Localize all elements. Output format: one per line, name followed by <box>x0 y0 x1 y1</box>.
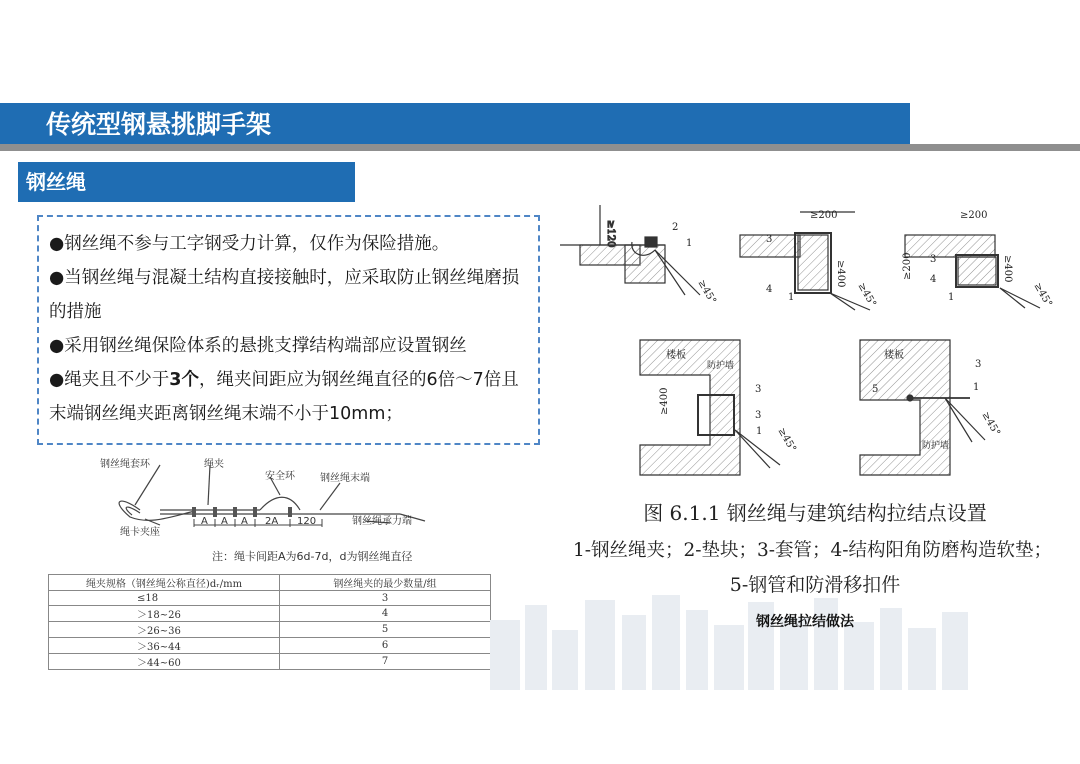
d1-angle: ≥45° <box>695 278 718 307</box>
d2-angle: ≥45° <box>855 281 878 310</box>
label-rope-end: 钢丝绳末端 <box>320 473 370 484</box>
table-header: 钢丝绳夹的最少数量/组 <box>280 575 491 591</box>
bullet-4-bold: 3个 <box>169 370 199 390</box>
d2-top: ≥200 <box>810 210 838 221</box>
d4-label-3a: 3 <box>755 384 762 395</box>
d3-dim: ≥400 <box>1002 255 1013 283</box>
table-row <box>49 638 491 654</box>
label-bearing-end: 钢丝绳承力端 <box>352 516 412 527</box>
dim-a3: A <box>241 516 248 527</box>
label-sleeve-ring: 钢丝绳套环 <box>100 459 150 470</box>
table-cell: 7 <box>280 654 491 670</box>
d4-dim: ≥400 <box>659 387 670 415</box>
bullet-box <box>37 215 540 445</box>
d3-dim2: ≥200 <box>902 252 913 280</box>
table-cell: 6 <box>280 638 491 654</box>
figure-legend-1: 1-钢丝绳夹；2-垫块；3-套管；4-结构阳角防磨构造软垫； <box>572 540 1053 561</box>
diagram-4 <box>640 340 798 475</box>
table-cell: 4 <box>280 606 491 622</box>
clamp-spec-table <box>48 574 491 670</box>
dim-2a: 2A <box>265 516 279 527</box>
bullet-4 <box>49 363 530 431</box>
d5-floor: 楼板 <box>884 350 904 361</box>
table-cell: ＞36~44 <box>49 638 280 654</box>
d3-label-3: 3 <box>930 254 937 265</box>
figure-caption: 图 6.1.1 钢丝绳与建筑结构拉结点设置 <box>643 501 987 525</box>
d1-label-2: 2 <box>672 222 679 233</box>
d4-label-3b: 3 <box>755 410 762 421</box>
figure-legend-2: 5-钢管和防滑移扣件 <box>729 574 901 596</box>
dim-a1: A <box>201 516 208 527</box>
bullet-4-prefix: ●绳夹且不少于 <box>49 370 170 390</box>
table-row <box>49 654 491 670</box>
label-safety-ring: 安全环 <box>265 471 295 482</box>
label-clamp: 绳夹 <box>204 459 224 470</box>
d1-label-1: 1 <box>686 238 693 249</box>
d3-top: ≥200 <box>960 210 988 221</box>
diagram-2 <box>740 210 878 310</box>
method-label: 钢丝绳拉结做法 <box>756 614 854 630</box>
d5-label-1: 1 <box>973 382 980 393</box>
d4-wall: 防护墙 <box>707 361 735 371</box>
bullet-3: ●采用钢丝绳保险体系的悬挑支撑结构端部应设置钢丝 <box>49 336 467 356</box>
bullet-4-suffix: ，绳夹间距应为钢丝绳直径的6倍～7倍且末端钢丝绳夹距离钢丝绳末端不小于10mm； <box>49 370 519 424</box>
d5-wall: 防护墙 <box>922 441 950 451</box>
d3-angle: ≥45° <box>1031 281 1054 310</box>
anchorage-diagrams <box>560 200 1075 490</box>
d4-floor: 楼板 <box>666 350 686 361</box>
table-header: 绳夹规格（钢丝绳公称直径)dᵣ/mm <box>49 575 280 591</box>
table-cell: ＞44~60 <box>49 654 280 670</box>
table-cell: 5 <box>280 622 491 638</box>
label-clip-seat: 绳卡夹座 <box>120 527 160 538</box>
d2-label-1: 1 <box>788 292 795 303</box>
d5-label-5: 5 <box>872 384 879 395</box>
title-divider <box>0 144 1080 151</box>
bullet-2: ●当钢丝绳与混凝土结构直接接触时，应采取防止钢丝绳磨损的措施 <box>49 268 520 322</box>
d5-label-3: 3 <box>975 359 982 370</box>
d3-label-4: 4 <box>930 274 937 285</box>
d5-angle: ≥45° <box>979 410 1002 439</box>
diagram-1 <box>560 205 718 306</box>
table-row <box>49 622 491 638</box>
d4-label-1: 1 <box>756 426 763 437</box>
d2-label-3: 3 <box>766 234 773 245</box>
dim-120: 120 <box>297 516 317 527</box>
diagram-5 <box>860 340 1002 475</box>
table-cell: ＞18~26 <box>49 606 280 622</box>
rope-note: 注：绳卡间距A为6d-7d，d为钢丝绳直径 <box>212 550 413 563</box>
table-row <box>49 591 491 606</box>
d2-dim: ≥400 <box>835 260 846 288</box>
table-header-row <box>49 575 491 591</box>
table-cell: ≤18 <box>49 591 280 606</box>
d4-angle: ≥45° <box>775 426 798 455</box>
table-cell: ＞26~36 <box>49 622 280 638</box>
page-title: 传统型钢悬挑脚手架 <box>0 103 910 147</box>
table-cell: 3 <box>280 591 491 606</box>
bullet-1: ●钢丝绳不参与工字钢受力计算，仅作为保险措施。 <box>49 234 450 254</box>
d3-label-1: 1 <box>948 292 955 303</box>
dim-a2: A <box>221 516 228 527</box>
d1-dim: ≥120 <box>605 220 616 248</box>
section-title: 钢丝绳 <box>18 162 355 202</box>
rope-clamp-diagram <box>100 455 430 545</box>
diagram-3 <box>902 210 1054 309</box>
table-row <box>49 606 491 622</box>
d2-label-4: 4 <box>766 284 773 295</box>
